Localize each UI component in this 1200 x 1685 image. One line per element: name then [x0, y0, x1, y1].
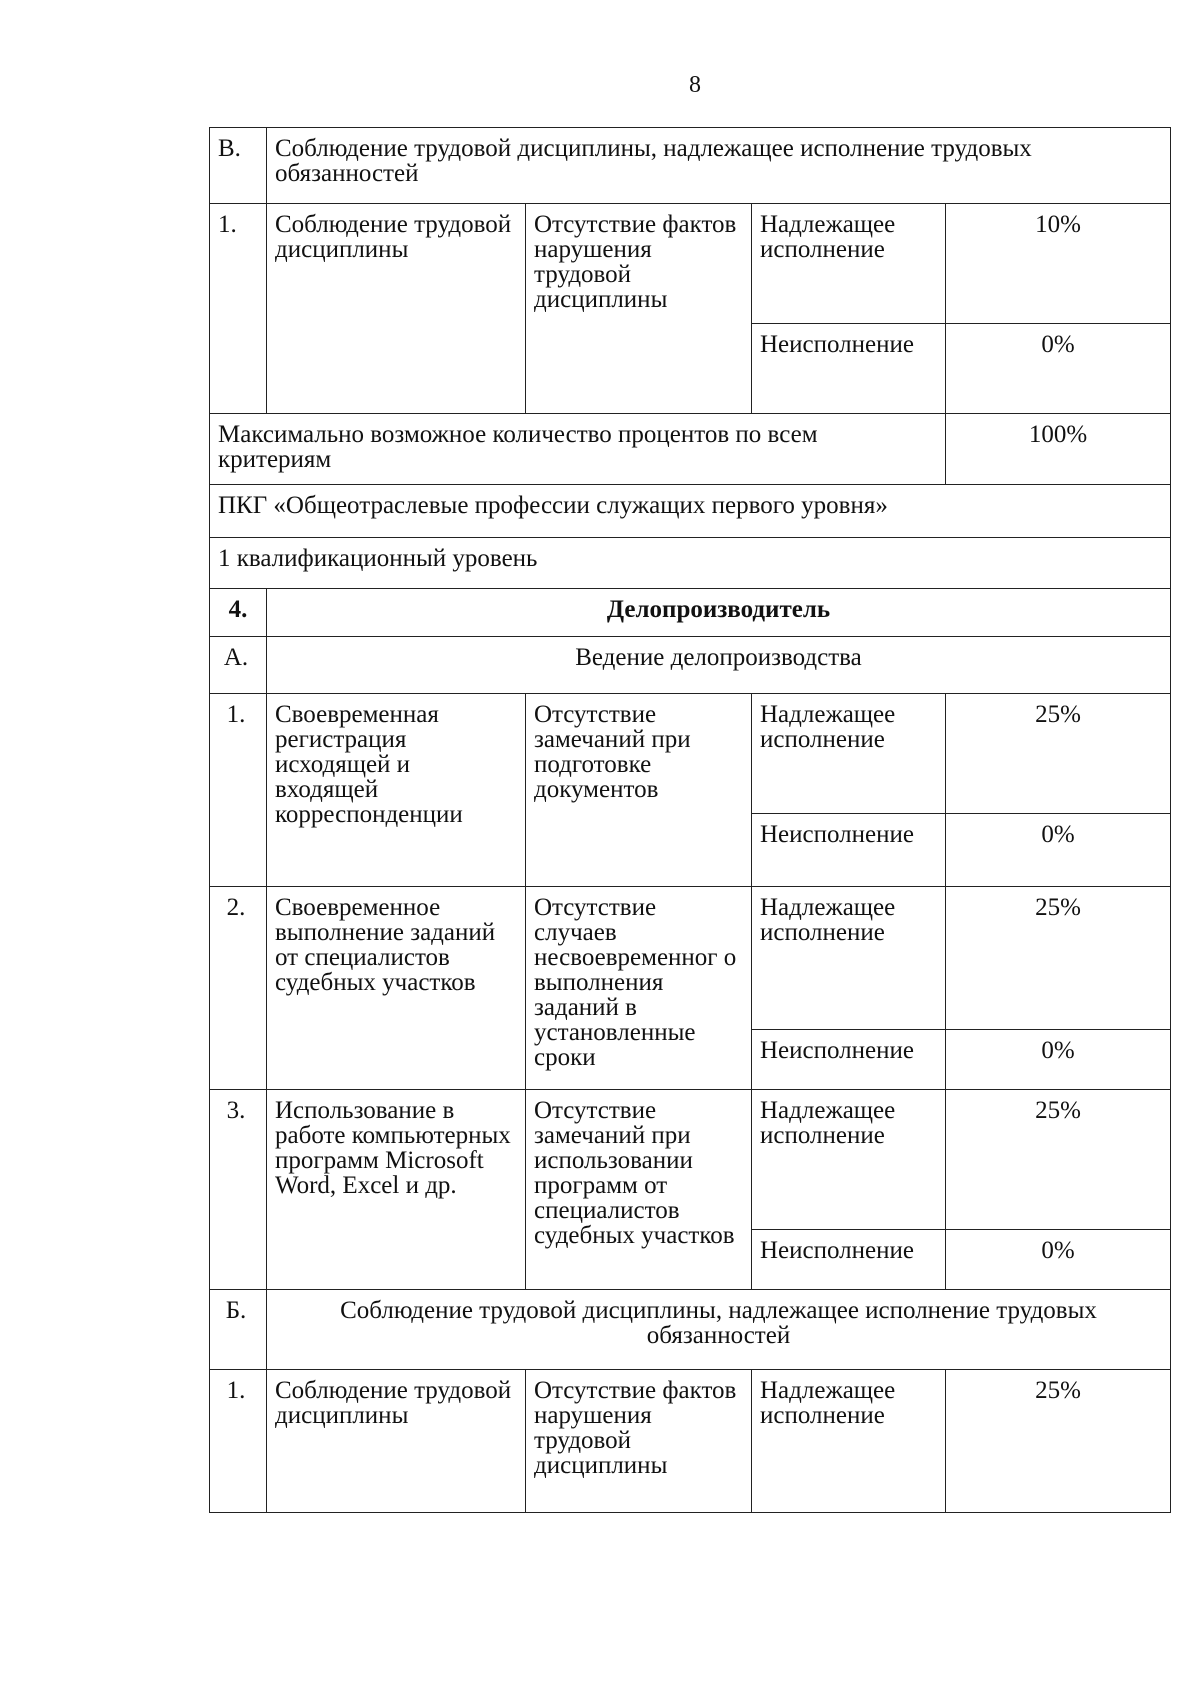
position-title: Делопроизводитель — [267, 589, 1171, 637]
bad-percent: 0% — [946, 324, 1171, 414]
section-letter: Б. — [210, 1290, 267, 1370]
position-number: 4. — [210, 589, 267, 637]
indicator-text: Отсутствие замечаний при использовании программ от специалистов судебных участков — [526, 1090, 752, 1290]
indicator-text: Отсутствие фактов нарушения трудовой дисциплины — [526, 204, 752, 414]
bad-label: Неисполнение — [752, 814, 946, 887]
criterion-row — [210, 1090, 1171, 1230]
max-label: Максимально возможное количество процентов по всем критериям — [210, 414, 946, 485]
good-label: Надлежащее исполнение — [752, 204, 946, 324]
criterion-row — [210, 887, 1171, 1030]
bad-label: Неисполнение — [752, 324, 946, 414]
position-row — [210, 589, 1171, 637]
good-label: Надлежащее исполнение — [752, 1090, 946, 1230]
criterion-row — [210, 1370, 1171, 1513]
good-percent: 25% — [946, 1370, 1171, 1513]
criterion-text: Соблюдение трудовой дисциплины — [267, 1370, 526, 1513]
indicator-text: Отсутствие фактов нарушения трудовой дисциплины — [526, 1370, 752, 1513]
good-percent: 25% — [946, 694, 1171, 814]
criterion-text: Своевременное выполнение заданий от специалистов судебных участков — [267, 887, 526, 1090]
level-text: 1 квалификационный уровень — [210, 538, 1171, 589]
page-number: 8 — [689, 72, 701, 98]
section-a-header — [210, 637, 1171, 694]
bad-percent: 0% — [946, 1030, 1171, 1090]
max-value: 100% — [946, 414, 1171, 485]
pkg-text: ПКГ «Общеотраслевые профессии служащих первого уровня» — [210, 485, 1171, 538]
max-row — [210, 414, 1171, 485]
item-number: 3. — [210, 1090, 267, 1290]
good-label: Надлежащее исполнение — [752, 1370, 946, 1513]
item-number: 1. — [210, 204, 267, 414]
level-row — [210, 538, 1171, 589]
good-percent: 25% — [946, 887, 1171, 1030]
bad-label: Неисполнение — [752, 1030, 946, 1090]
bad-label: Неисполнение — [752, 1230, 946, 1290]
indicator-text: Отсутствие замечаний при подготовке документов — [526, 694, 752, 887]
criterion-row — [210, 694, 1171, 814]
criterion-text: Использование в работе компьютерных программ Microsoft Word, Excel и др. — [267, 1090, 526, 1290]
section-title: Соблюдение трудовой дисциплины, надлежащее исполнение трудовых обязанностей — [267, 1290, 1171, 1370]
section-letter: В. — [210, 128, 267, 204]
section-b-header — [210, 1290, 1171, 1370]
criterion-row — [210, 204, 1171, 324]
good-percent: 10% — [946, 204, 1171, 324]
section-letter: А. — [210, 637, 267, 694]
item-number: 2. — [210, 887, 267, 1090]
good-label: Надлежащее исполнение — [752, 887, 946, 1030]
good-percent: 25% — [946, 1090, 1171, 1230]
pkg-row — [210, 485, 1171, 538]
section-v-header — [210, 128, 1171, 204]
section-title: Соблюдение трудовой дисциплины, надлежащее исполнение трудовых обязанностей — [267, 128, 1171, 204]
item-number: 1. — [210, 694, 267, 887]
bad-percent: 0% — [946, 814, 1171, 887]
indicator-text: Отсутствие случаев несвоевременног о выполнения заданий в установленные сроки — [526, 887, 752, 1090]
item-number: 1. — [210, 1370, 267, 1513]
section-title: Ведение делопроизводства — [267, 637, 1171, 694]
good-label: Надлежащее исполнение — [752, 694, 946, 814]
criterion-text: Соблюдение трудовой дисциплины — [267, 204, 526, 414]
bad-percent: 0% — [946, 1230, 1171, 1290]
criteria-table — [209, 127, 1171, 1513]
criterion-text: Своевременная регистрация исходящей и входящей корреспонденции — [267, 694, 526, 887]
